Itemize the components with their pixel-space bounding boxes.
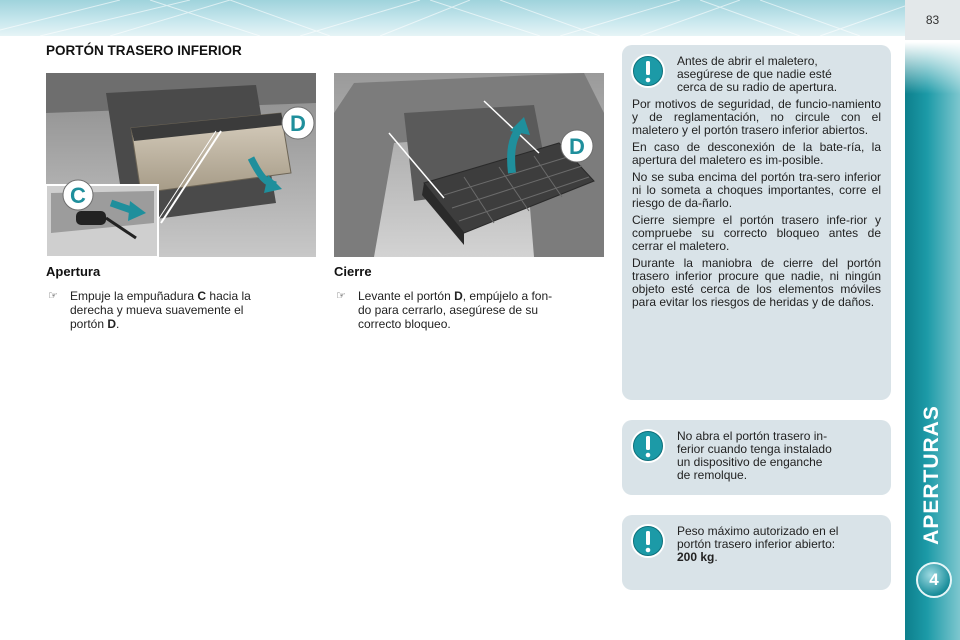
apertura-line-1 (70, 289, 316, 303)
warning-box-safety (622, 45, 891, 400)
warning-intro (677, 55, 881, 94)
heading-cierre: Cierre (334, 264, 372, 279)
apertura-instruction (48, 289, 316, 331)
chapter-number-badge: 4 (916, 562, 952, 598)
cierre-instruction (336, 289, 604, 331)
warning-paragraph-4: Cierre siempre el portón trasero infe-rior y compruebe su correcto bloqueo antes de cerrar el maletero. (632, 213, 881, 253)
towbar-line-2: ferior cuando tenga instalado (677, 442, 832, 456)
weight-line-1: Peso máximo autorizado en el (677, 524, 839, 538)
chapter-title-text: APERTURAS (920, 405, 943, 545)
cierre-line-1 (358, 289, 604, 303)
warning-box-weight (622, 515, 891, 590)
top-decorative-band (0, 0, 905, 36)
exclamation-icon (630, 53, 666, 89)
hand-pointer-icon: ☞ (336, 290, 346, 302)
warning-intro-line-2: asegúrese de que nadie esté (677, 67, 832, 81)
warning-paragraph-1: Por motivos de seguridad, de funcio-namiento y de reglamentación, no circule con el maletero y el portón trasero inferior abiertos. (632, 97, 881, 137)
photo-opening-illustration (46, 73, 316, 257)
apertura-line-1-bold: C (197, 289, 207, 303)
cierre-line-2: do para cerrarlo, asegúrese de su (358, 303, 539, 317)
sidebar-highlight (905, 42, 960, 94)
figure-label-d-right: D (569, 134, 585, 159)
lines-pattern (0, 0, 905, 36)
photo-closing-illustration (334, 73, 604, 257)
warning-paragraph-2: En caso de desconexión de la bate-ría, la apertura del maletero es im-posible. (632, 140, 881, 167)
warning-box-towbar (622, 420, 891, 495)
photo-closing (334, 73, 604, 257)
photo-opening (46, 73, 316, 257)
cierre-line-1-post: , empújelo a fon- (462, 289, 553, 303)
apertura-line-2: derecha y mueva suavemente el (70, 303, 244, 317)
chapter-sidebar (905, 42, 960, 640)
apertura-line-3-post: . (116, 317, 120, 331)
weight-line-3 (677, 551, 883, 564)
page-number-box (905, 0, 960, 40)
cierre-line-1-bold: D (454, 289, 463, 303)
cierre-line-1-pre: Levante el portón (358, 289, 455, 303)
weight-warning-text (677, 525, 883, 564)
apertura-line-1-post: hacia la (206, 289, 251, 303)
apertura-line-3 (70, 317, 316, 331)
warning-intro-line-1: Antes de abrir el maletero, (677, 54, 818, 68)
cierre-line-3: correcto bloqueo. (358, 317, 451, 331)
weight-line-2: portón trasero inferior abierto: (677, 537, 836, 551)
apertura-line-3-pre: portón (70, 317, 108, 331)
warning-paragraph-5: Durante la maniobra de cierre del portón trasero inferior procure que nadie, ni ningún objeto esté cerca de los elementos móviles para evitar los riesgos de heridas y de daños. (632, 256, 881, 309)
heading-apertura: Apertura (46, 264, 101, 279)
figure-label-d: D (290, 111, 306, 136)
exclamation-icon (630, 523, 666, 559)
apertura-line-3-bold: D (107, 317, 117, 331)
towbar-line-1: No abra el portón trasero in- (677, 429, 828, 443)
warning-intro-line-3: cerca de su radio de apertura. (677, 80, 838, 94)
hand-pointer-icon: ☞ (48, 290, 58, 302)
towbar-warning-text (677, 430, 881, 482)
warning-paragraphs (632, 98, 881, 313)
apertura-line-1-pre: Empuje la empuñadura (70, 289, 198, 303)
section-title: PORTÓN TRASERO INFERIOR (46, 43, 242, 58)
weight-suffix: . (714, 550, 718, 564)
towbar-line-4: de remolque. (677, 468, 748, 482)
figure-label-c: C (70, 183, 86, 208)
warning-paragraph-3: No se suba encima del portón tra-sero inferior ni lo someta a choques importantes, corre el riesgo de da-ñarlo. (632, 170, 881, 210)
towbar-line-3: un dispositivo de enganche (677, 455, 823, 469)
page-number: 83 (925, 13, 940, 27)
weight-value: 200 kg (677, 550, 715, 564)
exclamation-icon (630, 428, 666, 464)
chapter-title (912, 400, 952, 550)
